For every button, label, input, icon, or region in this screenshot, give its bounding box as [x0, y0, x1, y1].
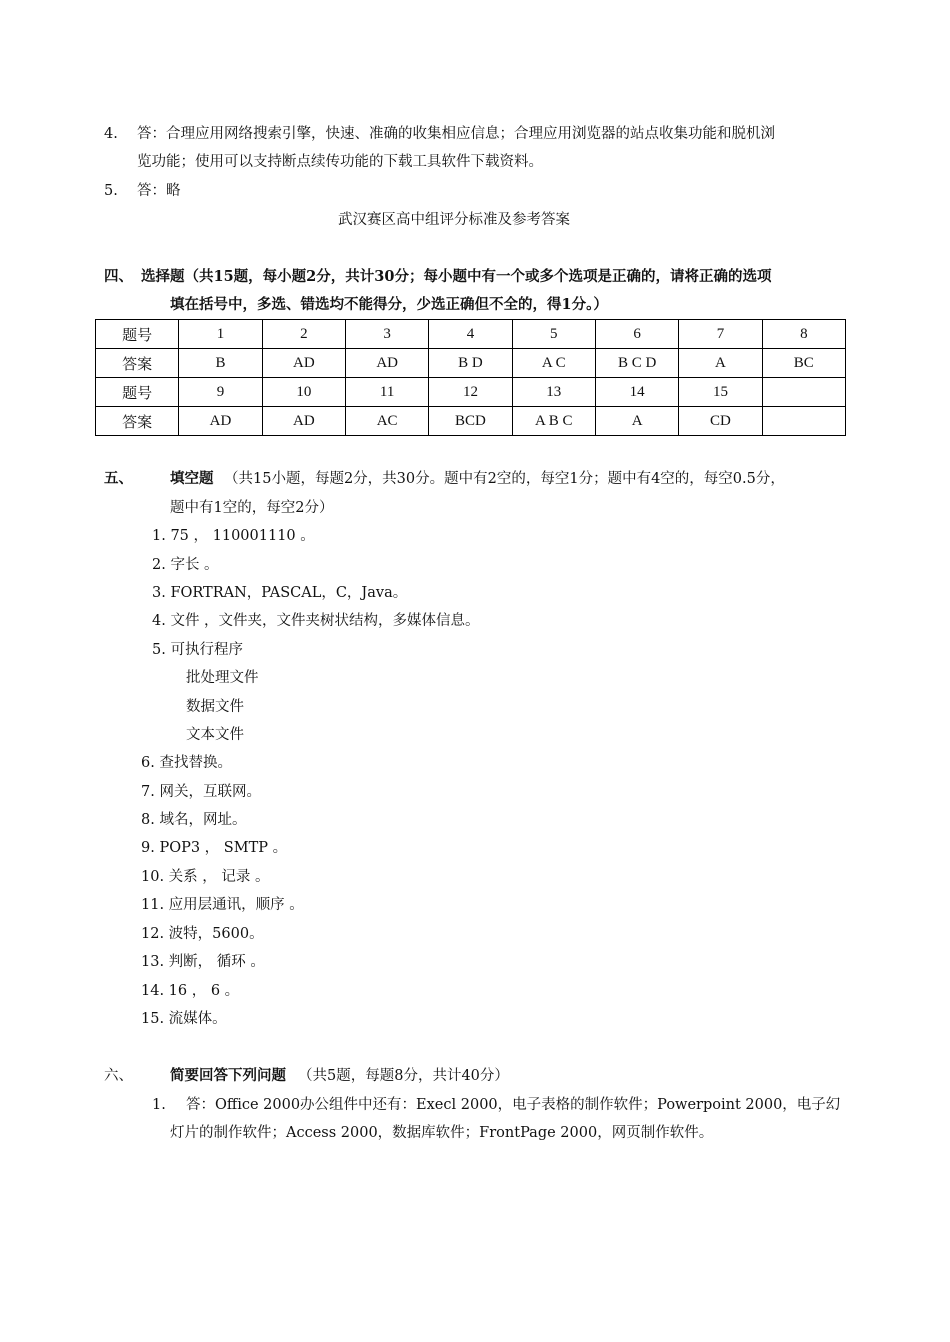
fill-item-3: 3. FORTRAN，PASCAL，C，Java。 [152, 585, 408, 601]
fill-item-5-sub: 文本文件 [186, 727, 244, 743]
table-cell: 2 [262, 320, 345, 349]
item-5-number: 5. [104, 183, 118, 199]
fill-item-13: 13. 判断， 循环 。 [141, 954, 265, 970]
section-4-heading-line2: 填在括号中，多选、错选均不能得分，少选正确但不全的，得1分。） [170, 296, 608, 313]
fill-item-8: 8. 域名，网址。 [141, 812, 247, 828]
table-cell: BC [762, 349, 845, 378]
table-cell: 4 [429, 320, 512, 349]
section-6-title: 简要回答下列问题 [170, 1067, 286, 1084]
table-cell: 3 [345, 320, 428, 349]
fill-item-1: 1. 75 ， 110001110 。 [152, 528, 315, 544]
table-row [96, 320, 846, 349]
fill-item-2: 2. 字长 。 [152, 557, 219, 573]
table-cell: A [595, 407, 678, 436]
section-5-number: 五、 [104, 470, 133, 487]
fill-item-7: 7. 网关，互联网。 [141, 784, 261, 800]
table-cell: CD [679, 407, 762, 436]
fill-item-6: 6. 查找替换。 [141, 755, 232, 771]
table-cell: 1 [179, 320, 262, 349]
table-cell: BCD [429, 407, 512, 436]
section-5-desc-line2: 题中有1空的，每空2分） [170, 500, 334, 516]
table-cell: AD [179, 407, 262, 436]
answer-1-number: 1. [152, 1097, 166, 1113]
fill-item-12: 12. 波特，5600。 [141, 926, 264, 942]
table-cell: B C D [595, 349, 678, 378]
item-5-text: 答：略 [137, 183, 181, 199]
fill-item-9: 9. POP3 ， SMTP 。 [141, 840, 288, 856]
table-cell: 9 [179, 378, 262, 407]
item-4-text-line2: 览功能；使用可以支持断点续传功能的下载工具软件下载资料。 [137, 154, 543, 170]
fill-item-11: 11. 应用层通讯，顺序 。 [141, 897, 304, 913]
table-cell: 13 [512, 378, 595, 407]
table-cell [762, 378, 845, 407]
table-row [96, 378, 846, 407]
answer-1-line1: 答：Office 2000办公组件中还有：Execl 2000，电子表格的制作软件；Powerpoint 2000，电子幻 [186, 1097, 841, 1113]
table-cell: A B C [512, 407, 595, 436]
table-row [96, 407, 846, 436]
table-cell: A C [512, 349, 595, 378]
table-cell: 6 [595, 320, 678, 349]
table-cell: 8 [762, 320, 845, 349]
table-cell: 15 [679, 378, 762, 407]
table-cell: 14 [595, 378, 678, 407]
table-cell: 5 [512, 320, 595, 349]
table-cell: 题号 [96, 378, 179, 407]
fill-item-5-sub: 数据文件 [186, 699, 244, 715]
table-cell: 12 [429, 378, 512, 407]
document-title: 武汉赛区高中组评分标准及参考答案 [338, 212, 570, 228]
table-row [96, 349, 846, 378]
table-cell: 7 [679, 320, 762, 349]
section-5-desc-line1: （共15小题，每题2分，共30分。题中有2空的，每空1分；题中有4空的，每空0.5分， [224, 471, 785, 487]
fill-item-5: 5. 可执行程序 [152, 642, 243, 658]
fill-item-10: 10. 关系 ， 记录 。 [141, 869, 270, 885]
table-cell: AC [345, 407, 428, 436]
fill-item-4: 4. 文件 ，文件夹，文件夹树状结构，多媒体信息。 [152, 613, 480, 629]
table-cell: 10 [262, 378, 345, 407]
answer-table [95, 319, 846, 436]
fill-item-5-sub: 批处理文件 [186, 670, 259, 686]
table-cell: 题号 [96, 320, 179, 349]
section-6-desc: （共5题，每题8分，共计40分） [298, 1068, 509, 1084]
fill-item-14: 14. 16 ， 6 。 [141, 983, 240, 999]
table-cell: AD [262, 407, 345, 436]
table-cell: B D [429, 349, 512, 378]
section-6-number: 六、 [104, 1068, 133, 1084]
section-4-number: 四、 [104, 268, 133, 285]
table-cell: 答案 [96, 349, 179, 378]
table-cell: B [179, 349, 262, 378]
table-cell: AD [345, 349, 428, 378]
table-cell: 11 [345, 378, 428, 407]
section-5-title: 填空题 [170, 470, 214, 487]
table-cell: A [679, 349, 762, 378]
item-4-text-line1: 答：合理应用网络搜索引擎，快速、准确的收集相应信息；合理应用浏览器的站点收集功能和脱机浏 [137, 126, 775, 142]
section-4-heading-line1: 选择题（共15题，每小题2分，共计30分；每小题中有一个或多个选项是正确的，请将正确的选项 [141, 268, 772, 285]
table-cell: AD [262, 349, 345, 378]
item-4-number: 4. [104, 126, 118, 142]
table-cell: 答案 [96, 407, 179, 436]
table-cell [762, 407, 845, 436]
answer-1-line2: 灯片的制作软件；Access 2000，数据库软件；FrontPage 2000，网页制作软件。 [170, 1125, 714, 1141]
fill-item-15: 15. 流媒体。 [141, 1011, 227, 1027]
